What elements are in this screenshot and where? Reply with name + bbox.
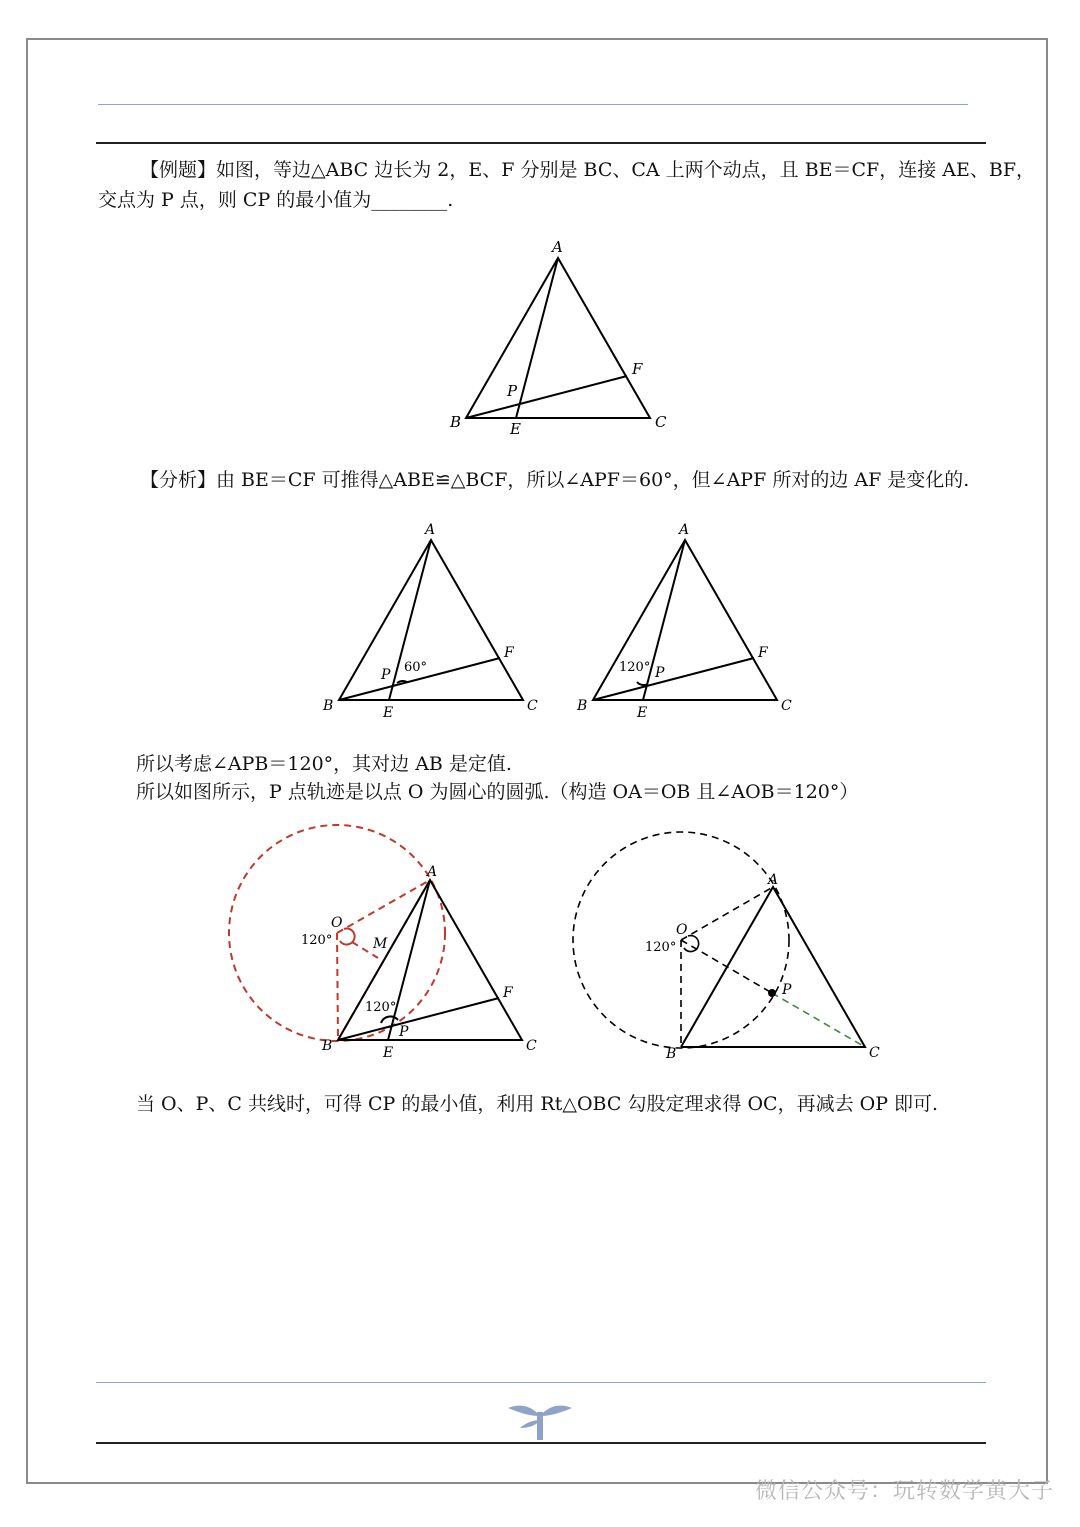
figure-min-distance [560, 818, 890, 1066]
angle-AOB-label: 120° [301, 933, 333, 948]
angle-AOB-label: 120° [645, 940, 677, 955]
label-M: M [373, 936, 388, 952]
analysis-line-3: 所以如图所示，P 点轨迹是以点 O 为圆心的圆弧.（构造 OA＝OB 且∠AOB＝120°） [136, 781, 859, 803]
label-C: C [869, 1045, 880, 1061]
label-A: A [425, 522, 436, 538]
example-tag: 【例题】 [140, 159, 217, 181]
figure-angle-60 [318, 518, 548, 724]
label-B: B [450, 413, 462, 431]
analysis-tag: 【分析】 [140, 469, 217, 491]
example-line-2: 交点为 P 点，则 CP 的最小值为________. [98, 189, 454, 211]
label-C: C [527, 698, 538, 714]
label-A: A [768, 872, 779, 888]
analysis-line-2: 所以考虑∠APB＝120°，其对边 AB 是定值. [136, 753, 512, 775]
label-E: E [383, 1045, 394, 1061]
angle-60-label: 60° [404, 660, 428, 675]
label-E: E [510, 420, 521, 438]
analysis-line-4: 当 O、P、C 共线时，可得 CP 的最小值，利用 Rt△OBC 勾股定理求得 OC，再减去 OP 即可. [136, 1093, 939, 1115]
label-A: A [679, 522, 690, 538]
label-A: A [427, 864, 438, 880]
label-F: F [632, 360, 643, 378]
figure-triangle-main [440, 236, 680, 440]
angle-120-label: 120° [619, 660, 651, 675]
label-B: B [577, 698, 588, 714]
sprout-logo-icon [508, 1398, 572, 1446]
figure-angle-120 [572, 518, 802, 724]
label-P: P [381, 667, 391, 683]
footer-rule-bottom [96, 1442, 986, 1444]
label-E: E [637, 705, 648, 721]
label-C: C [781, 698, 792, 714]
label-P: P [655, 665, 665, 681]
label-F: F [758, 645, 768, 661]
label-B: B [666, 1046, 677, 1062]
label-P: P [782, 982, 792, 998]
label-C: C [655, 413, 667, 431]
footer-rule-top [96, 1382, 986, 1383]
example-line-1: 【例题】如图，等边△ABC 边长为 2，E、F 分别是 BC、CA 上两个动点，且 BE＝CF，连接 AE、BF， [140, 159, 1036, 181]
label-B: B [322, 1038, 333, 1054]
angle-APB-label: 120° [365, 1000, 397, 1015]
label-A: A [552, 238, 563, 256]
watermark-text: 微信公众号：玩转数学黄大子 [754, 1479, 1054, 1504]
label-B: B [323, 698, 334, 714]
label-O: O [676, 922, 688, 938]
label-F: F [504, 645, 514, 661]
label-E: E [383, 705, 394, 721]
label-P: P [399, 1024, 409, 1040]
figure-locus-circle [222, 818, 552, 1064]
label-F: F [503, 985, 513, 1001]
label-C: C [526, 1038, 537, 1054]
analysis-line-1: 【分析】由 BE＝CF 可推得△ABE≌△BCF，所以∠APF＝60°，但∠APF 所对的边 AF 是变化的. [140, 469, 970, 491]
header-rule-top [98, 104, 968, 105]
label-O: O [331, 915, 343, 931]
label-P: P [507, 382, 518, 400]
header-rule-bottom [96, 142, 986, 144]
